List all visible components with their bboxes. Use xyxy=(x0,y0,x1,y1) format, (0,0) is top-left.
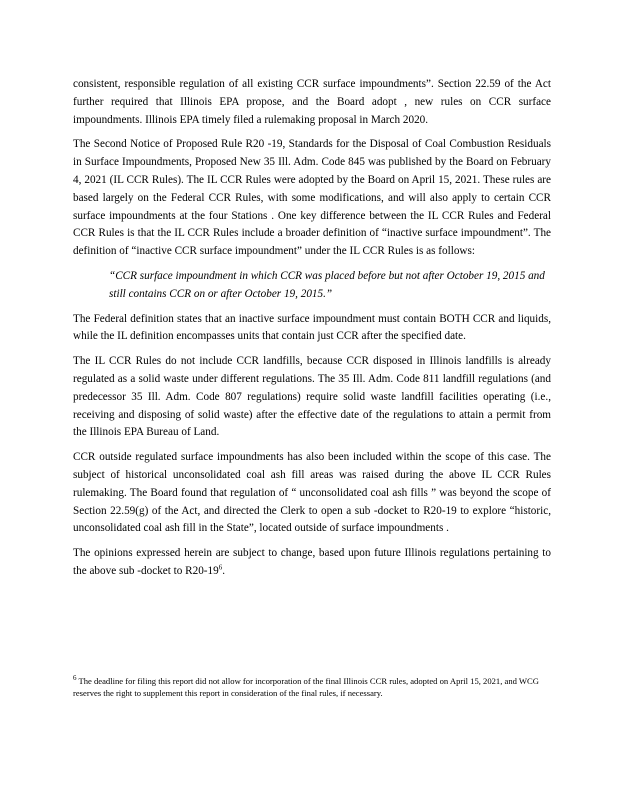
final-paragraph-text: The opinions expressed herein are subject to change, based upon future Illinois regulations pertaining to the above sub -docket to R20-19 xyxy=(73,547,551,577)
footnote-reference: 6 xyxy=(218,563,223,572)
definition-quote: “CCR surface impoundment in which CCR was placed before but not after October 19, 2015 and still contains CCR on or after October 19, 2015.” xyxy=(109,269,545,300)
paragraph-6: The opinions expressed herein are subject to change, based upon future Illinois regulations pertaining to the above sub -docket to $R20-19^6$. xyxy=(73,547,551,577)
paragraph-5: CCR outside regulated surface impoundments has also been included within the scope of this case. The subject of historical unconsolidated coal ash fill areas was raised during the above IL CCR Rules rulemaking. The Board found that regulation of “ unconsolidated coal ash fills ” was beyond the scope of Section 22.59(g) of the Act, and directed the Clerk to open a sub -docket to R20-19 to explore “historic, unconsolidated coal ash fill in the State”, located outside of surface impoundments . xyxy=(73,451,551,535)
footnote-text: The deadline for filing this report did not allow for incorporation of the final Illinois CCR rules, adopted on April 15, 2021, and WCG reserves the right to supplement this report in consideration of the final rules, if necessary. xyxy=(73,676,539,699)
paragraph-2: The Second Notice of Proposed Rule R20 -19, Standards for the Disposal of Coal Combustion Residuals in Surface Impoundments, Proposed New 35 Ill. Adm. Code 845 was published by the Board on February 4, 2021 (IL CCR Rules). The IL CCR Rules were adopted by the Board on April 15, 2021. These rules are based largely on the Federal CCR Rules, with some modifications, and will also apply to certain CCR surface impoundments at the four Stations . One key difference between the IL CCR Rules and Federal CCR Rules is that the IL CCR Rules include a broader definition of “inactive surface impoundment”. The definition of “inactive CCR surface impoundment” under the IL CCR Rules is as follows: xyxy=(73,138,551,258)
footnote xyxy=(73,675,551,700)
paragraph-3: The Federal definition states that an inactive surface impoundment must contain BOTH CCR and liquids, while the IL definition encompasses units that contain just CCR after the specified date. xyxy=(73,312,551,343)
footnote-marker: 6 xyxy=(73,674,77,683)
body-text xyxy=(73,76,551,588)
paragraph-4: The IL CCR Rules do not include CCR landfills, because CCR disposed in Illinois landfills is already regulated as a solid waste under different regulations. The 35 Ill. Adm. Code 811 landfill regulations (and predecessor 35 Ill. Adm. Code 807 regulations) require solid waste landfill facilities operating (i.e., receiving and disposing of solid waste) after the effective date of the regulations to attain a permit from the Illinois EPA Bureau of Land. xyxy=(73,355,551,439)
paragraph-1: consistent, responsible regulation of all existing CCR surface impoundments”. Section 22.59 of the Act further required that Illinois EPA propose, and the Board adopt , new rules on CCR surface impoundments. Illinois EPA timely filed a rulemaking proposal in March 2020. xyxy=(73,78,551,126)
